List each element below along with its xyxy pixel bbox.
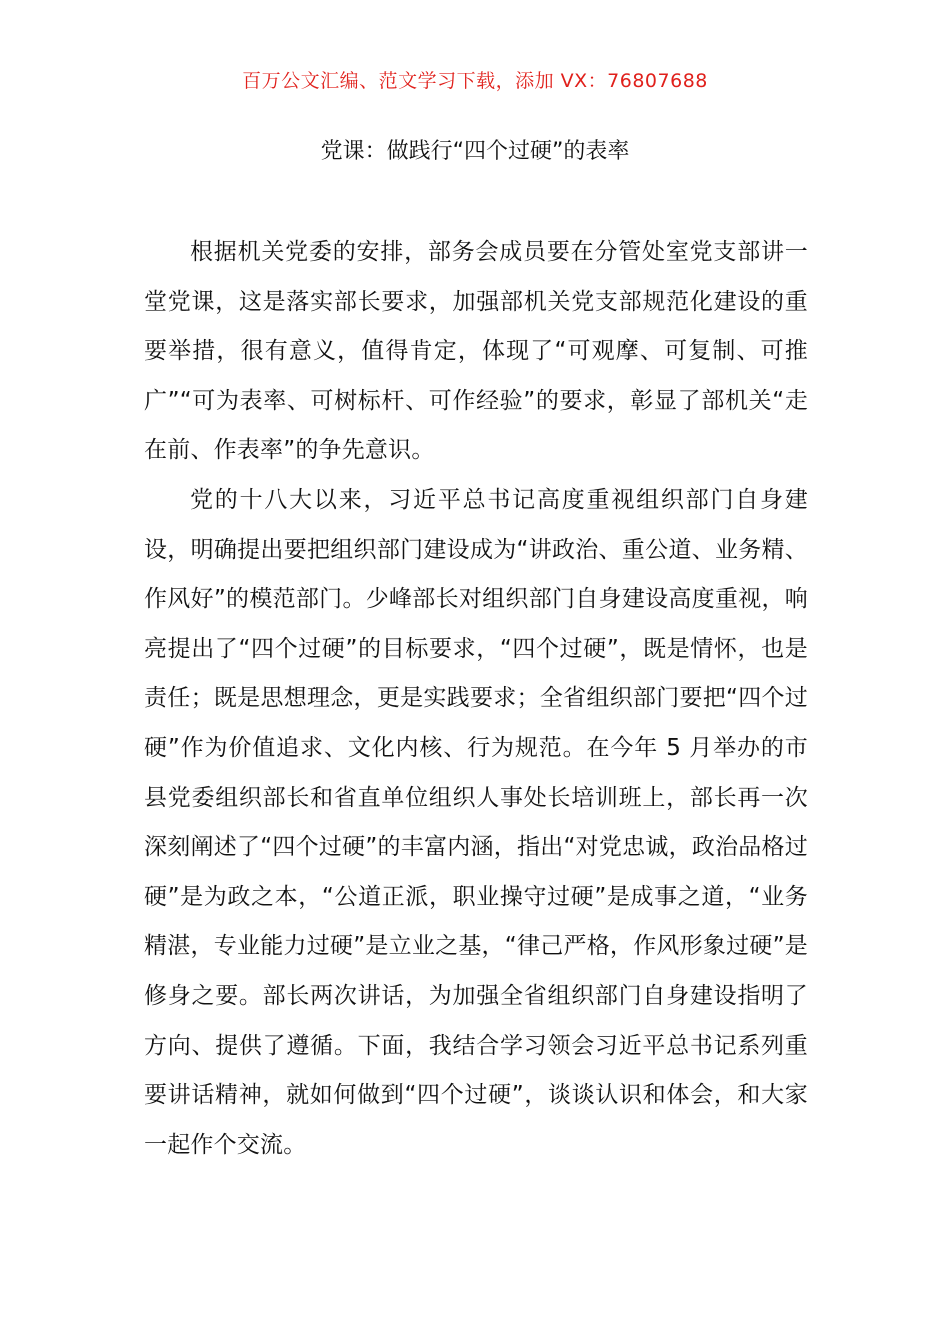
paragraph-2: 党的十八大以来，习近平总书记高度重视组织部门自身建设，明确提出要把组织部门建设成为“讲政治、重公道、业务精、作风好”的模范部门。少峰部长对组织部门自身建设高度重视，响亮提出了“四个过硬”的目标要求，“四个过硬”，既是情怀，也是责任；既是思想理念，更是实践要求；全省组织部门要把“四个过硬”作为价值追求、文化内核、行为规范。在今年 5 月举办的市县党委组织部长和省直单位组织人事处长培训班上，部长再一次深刻阐述了“四个过硬”的丰富内涵，指出“对党忠诚，政治品格过硬”是为政之本，“公道正派，职业操守过硬”是成事之道，“业务精湛，专业能力过硬”是立业之基，“律己严格，作风形象过硬”是修身之要。部长两次讲话，为加强全省组织部门自身建设指明了方向、提供了遵循。下面，我结合学习领会习近平总书记系列重要讲话精神，就如何做到“四个过硬”，谈谈认识和体会，和大家一起作个交流。: [144, 486, 808, 1158]
promo-banner: 百万公文汇编、范文学习下载，添加 VX：76807688: [242, 70, 708, 92]
paragraph-1: 根据机关党委的安排，部务会成员要在分管处室党支部讲一堂党课，这是落实部长要求，加强部机关党支部规范化建设的重要举措，很有意义，值得肯定，体现了“可观摩、可复制、可推广”“可为表率、可树标杆、可作经验”的要求，彰显了部机关“走在前、作表率”的争先意识。: [144, 239, 808, 464]
document-title: 党课：做践行“四个过硬”的表率: [320, 139, 630, 164]
document-body: [144, 228, 808, 1170]
